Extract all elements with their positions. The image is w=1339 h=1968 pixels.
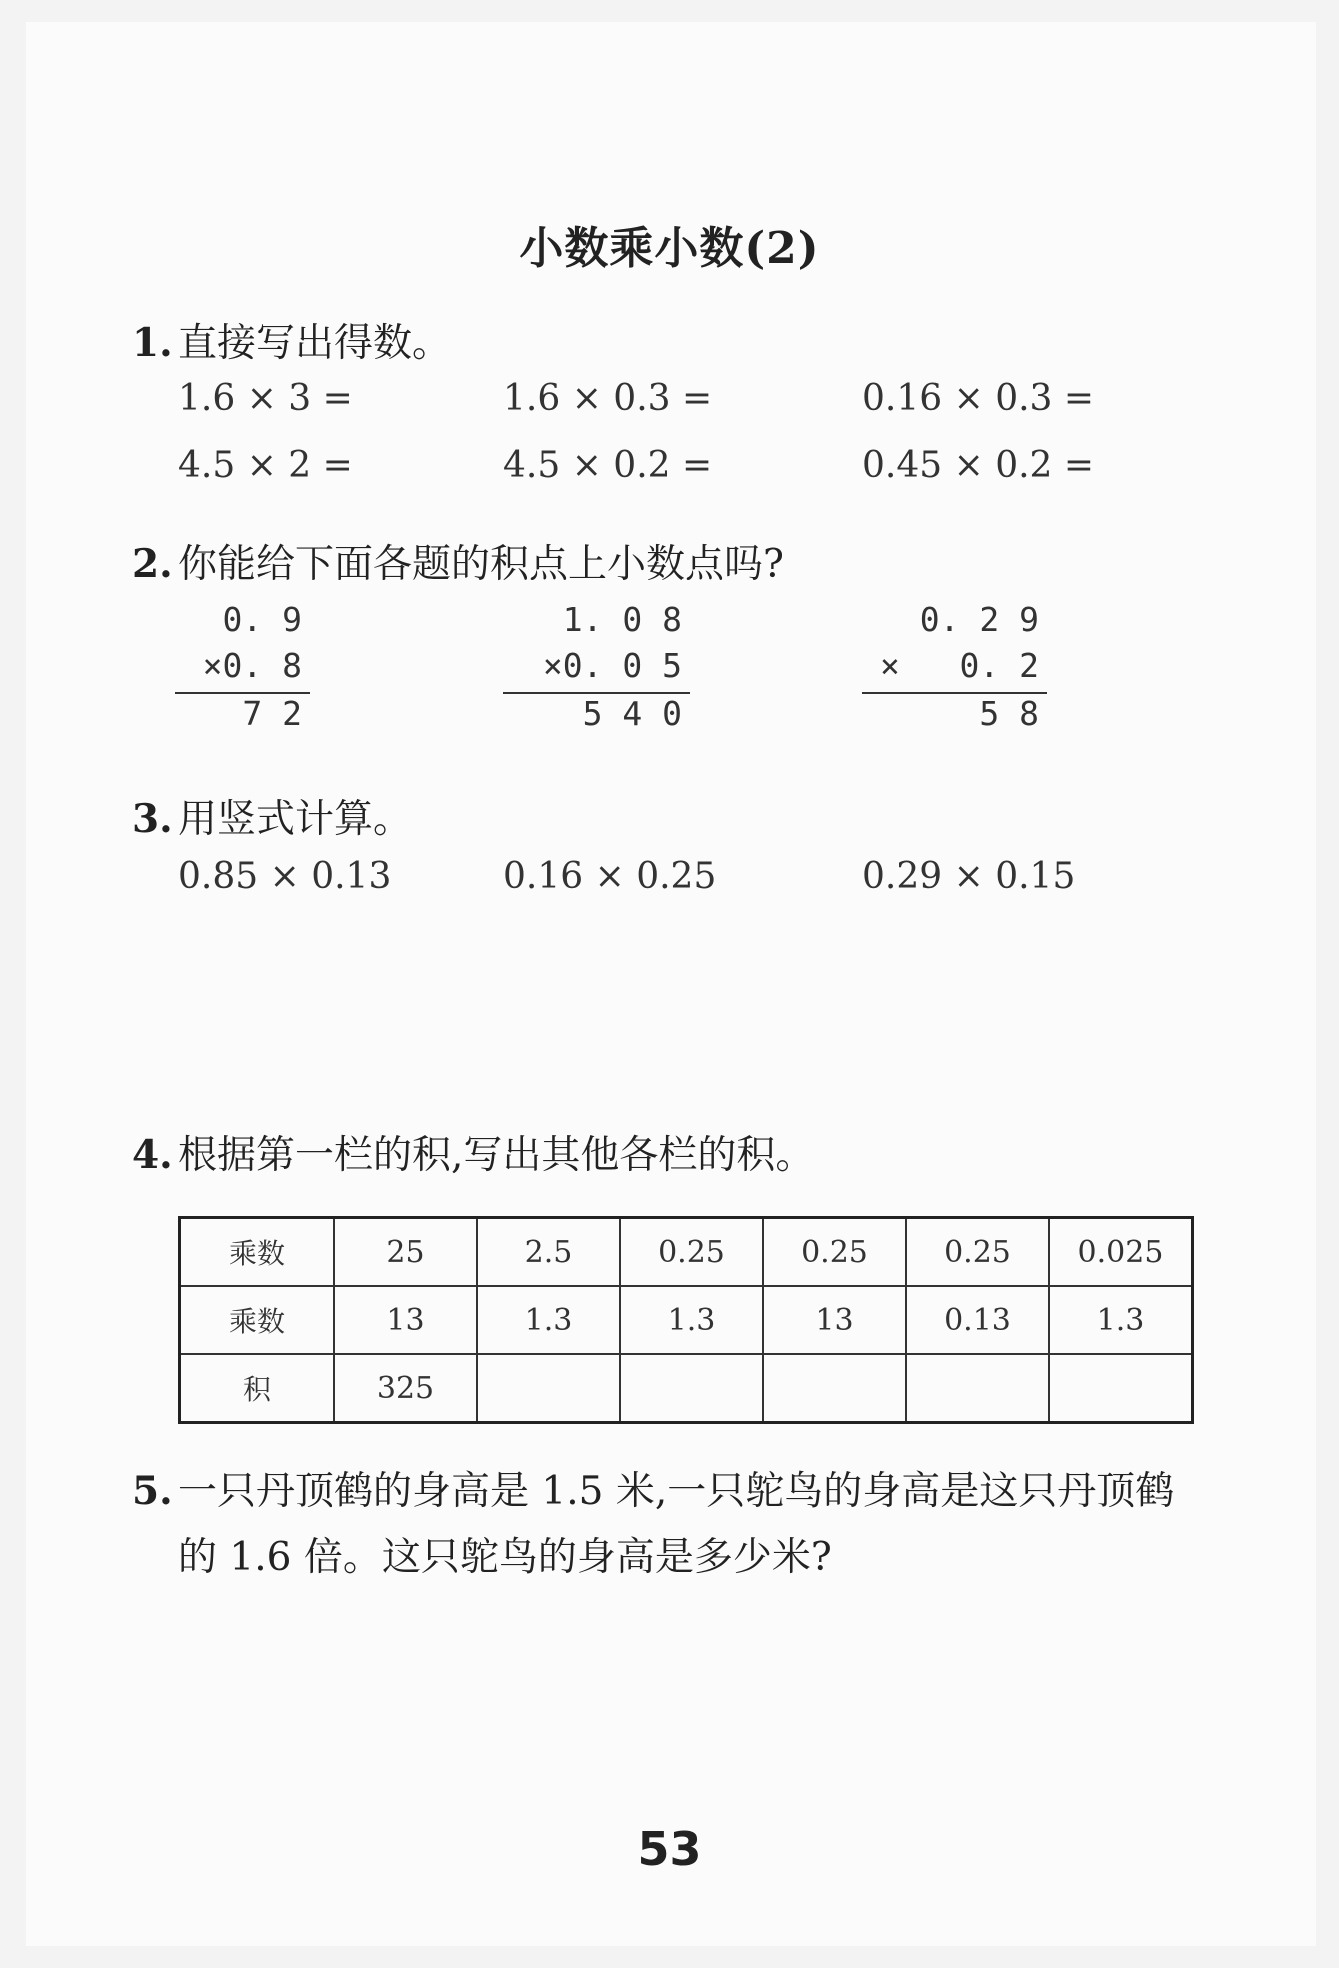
table-cell: 0.25: [620, 1218, 763, 1287]
table-cell: 325: [334, 1354, 477, 1423]
question-5: [132, 1458, 1212, 1591]
table-cell: 0.025: [1049, 1218, 1193, 1287]
row-label: 乘数: [180, 1218, 335, 1287]
question-number: 5.: [132, 1468, 173, 1514]
product-digits: 7 2: [242, 694, 302, 733]
q1-expression: 4.5 × 0.2 =: [503, 445, 713, 486]
question-2-heading: [132, 533, 784, 589]
question-text: 直接写出得数。: [178, 321, 452, 366]
q1-expression: 0.45 × 0.2 =: [862, 445, 1095, 486]
table-cell: 0.13: [906, 1286, 1049, 1354]
question-text: 用竖式计算。: [178, 797, 413, 842]
product-table: [178, 1216, 1194, 1424]
multiplier: × 0. 2: [880, 646, 1039, 685]
worksheet-page: [26, 22, 1316, 1946]
question-number: 1.: [132, 320, 173, 366]
table-cell: 13: [763, 1286, 906, 1354]
table-cell: 13: [334, 1286, 477, 1354]
table-cell: 1.3: [620, 1286, 763, 1354]
q3-expression: 0.85 × 0.13: [178, 856, 392, 897]
vertical-multiplication: [175, 600, 310, 740]
answer-cell[interactable]: [906, 1354, 1049, 1423]
table-cell: 1.3: [477, 1286, 620, 1354]
vertical-multiplication: [503, 600, 690, 740]
q1-expression: 1.6 × 0.3 =: [503, 378, 713, 419]
page-number: 53: [637, 1822, 702, 1876]
table-cell: 2.5: [477, 1218, 620, 1287]
row-label: 乘数: [180, 1286, 335, 1354]
table-cell: 1.3: [1049, 1286, 1193, 1354]
page-title: 小数乘小数(2): [519, 223, 820, 274]
product-digits: 5 4 0: [582, 694, 682, 733]
question-text: 根据第一栏的积,写出其他各栏的积。: [178, 1133, 815, 1178]
vertical-multiplication: [862, 600, 1047, 740]
question-number: 4.: [132, 1132, 173, 1178]
table-row: [180, 1286, 1193, 1354]
multiplicand: 0. 9: [222, 600, 302, 639]
question-text: 一只丹顶鹤的身高是 1.5 米,一只鸵鸟的身高是这只丹顶鹤: [178, 1469, 1175, 1514]
table-cell: 0.25: [906, 1218, 1049, 1287]
q3-expression: 0.29 × 0.15: [862, 856, 1076, 897]
question-5-line-1: [132, 1458, 1212, 1525]
q1-expression: 4.5 × 2 =: [178, 445, 353, 486]
product-digits: 5 8: [979, 694, 1039, 733]
question-number: 2.: [132, 541, 173, 587]
table-row: [180, 1218, 1193, 1287]
answer-cell[interactable]: [1049, 1354, 1193, 1423]
answer-cell[interactable]: [620, 1354, 763, 1423]
table-cell: 25: [334, 1218, 477, 1287]
multiplicand: 1. 0 8: [562, 600, 682, 639]
question-4-heading: [132, 1124, 814, 1180]
table-cell: 0.25: [763, 1218, 906, 1287]
question-number: 3.: [132, 796, 173, 842]
multiplier: ×0. 8: [202, 646, 302, 685]
question-1-heading: [132, 312, 451, 368]
question-3-heading: [132, 788, 412, 844]
q3-expression: 0.16 × 0.25: [503, 856, 717, 897]
question-5-line-2: 的 1.6 倍。这只鸵鸟的身高是多少米?: [178, 1535, 832, 1580]
multiplier: ×0. 0 5: [542, 646, 682, 685]
answer-cell[interactable]: [763, 1354, 906, 1423]
q1-expression: 1.6 × 3 =: [178, 378, 353, 419]
answer-cell[interactable]: [477, 1354, 620, 1423]
multiplicand: 0. 2 9: [919, 600, 1039, 639]
question-text: 你能给下面各题的积点上小数点吗?: [178, 542, 784, 587]
row-label: 积: [180, 1354, 335, 1423]
table-row: [180, 1354, 1193, 1423]
q1-expression: 0.16 × 0.3 =: [862, 378, 1095, 419]
